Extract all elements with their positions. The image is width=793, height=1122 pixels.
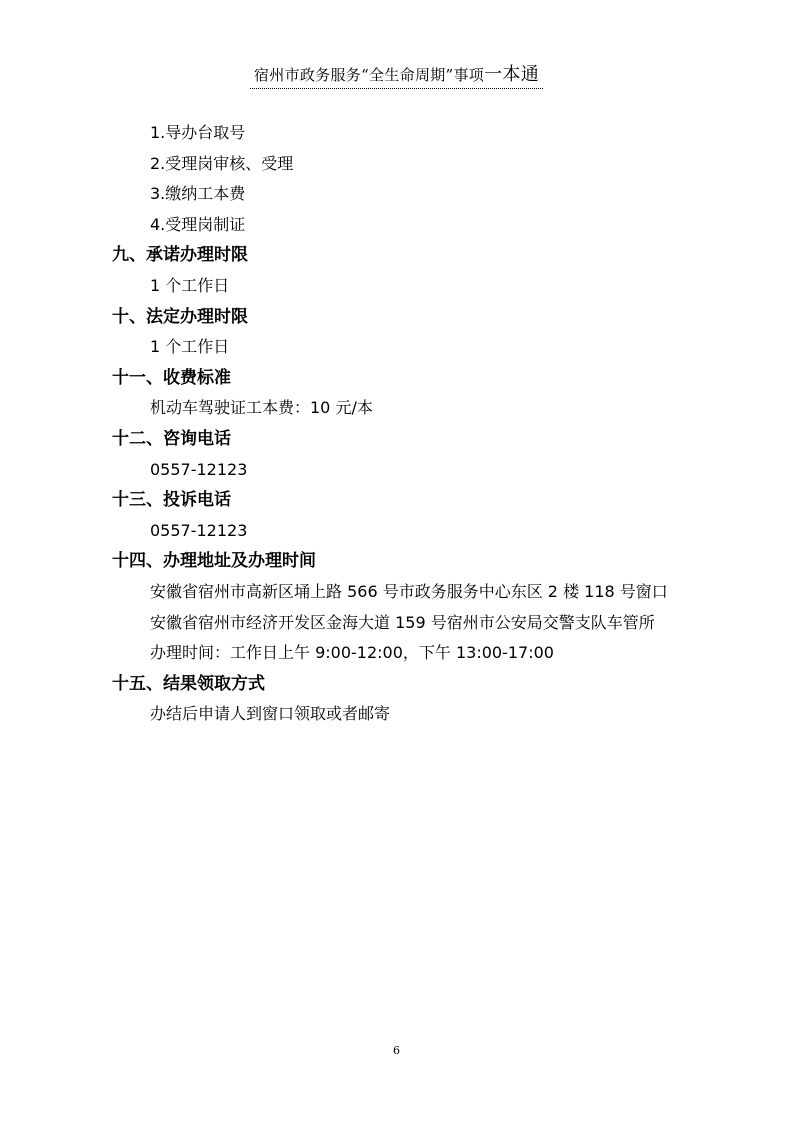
document-body	[112, 118, 687, 730]
section-12-value: 0557-12123	[150, 459, 248, 479]
step-2: 2.受理岗审核、受理	[150, 153, 294, 173]
section-15-title: 十五、结果领取方式	[112, 673, 265, 694]
page-header	[0, 60, 793, 89]
section-10-title: 十、法定办理时限	[112, 306, 248, 327]
step-3: 3.缴纳工本费	[150, 184, 246, 204]
section-12-title: 十二、咨询电话	[112, 428, 231, 449]
section-13-value: 0557-12123	[150, 520, 248, 540]
section-14-title: 十四、办理地址及办理时间	[112, 551, 316, 572]
section-15-value: 办结后申请人到窗口领取或者邮寄	[150, 704, 391, 724]
page-number: 6	[393, 1044, 400, 1057]
header-title-main: 宿州市政务服务“全生命周期”事项	[253, 66, 485, 84]
section-14-address-1: 安徽省宿州市高新区埇上路 566 号市政务服务中心东区 2 楼 118 号窗口	[150, 581, 668, 601]
section-14-address-2: 安徽省宿州市经济开发区金海大道 159 号宿州市公安局交警支队车管所	[150, 612, 655, 632]
step-1: 1.导办台取号	[150, 123, 246, 142]
section-11-value: 机动车驾驶证工本费：10 元/本	[150, 398, 373, 418]
section-14-hours: 办理时间：工作日上午 9:00-12:00，下午 13:00-17:00	[150, 643, 554, 663]
section-9-value: 1 个工作日	[150, 275, 230, 295]
step-4: 4.受理岗制证	[150, 214, 246, 234]
section-13-title: 十三、投诉电话	[112, 490, 231, 511]
section-9-title: 九、承诺办理时限	[112, 245, 248, 266]
header-title-emphasis: 一本通	[484, 64, 540, 85]
header-title	[250, 60, 543, 89]
section-11-title: 十一、收费标准	[112, 367, 231, 388]
section-10-value: 1 个工作日	[150, 337, 230, 357]
